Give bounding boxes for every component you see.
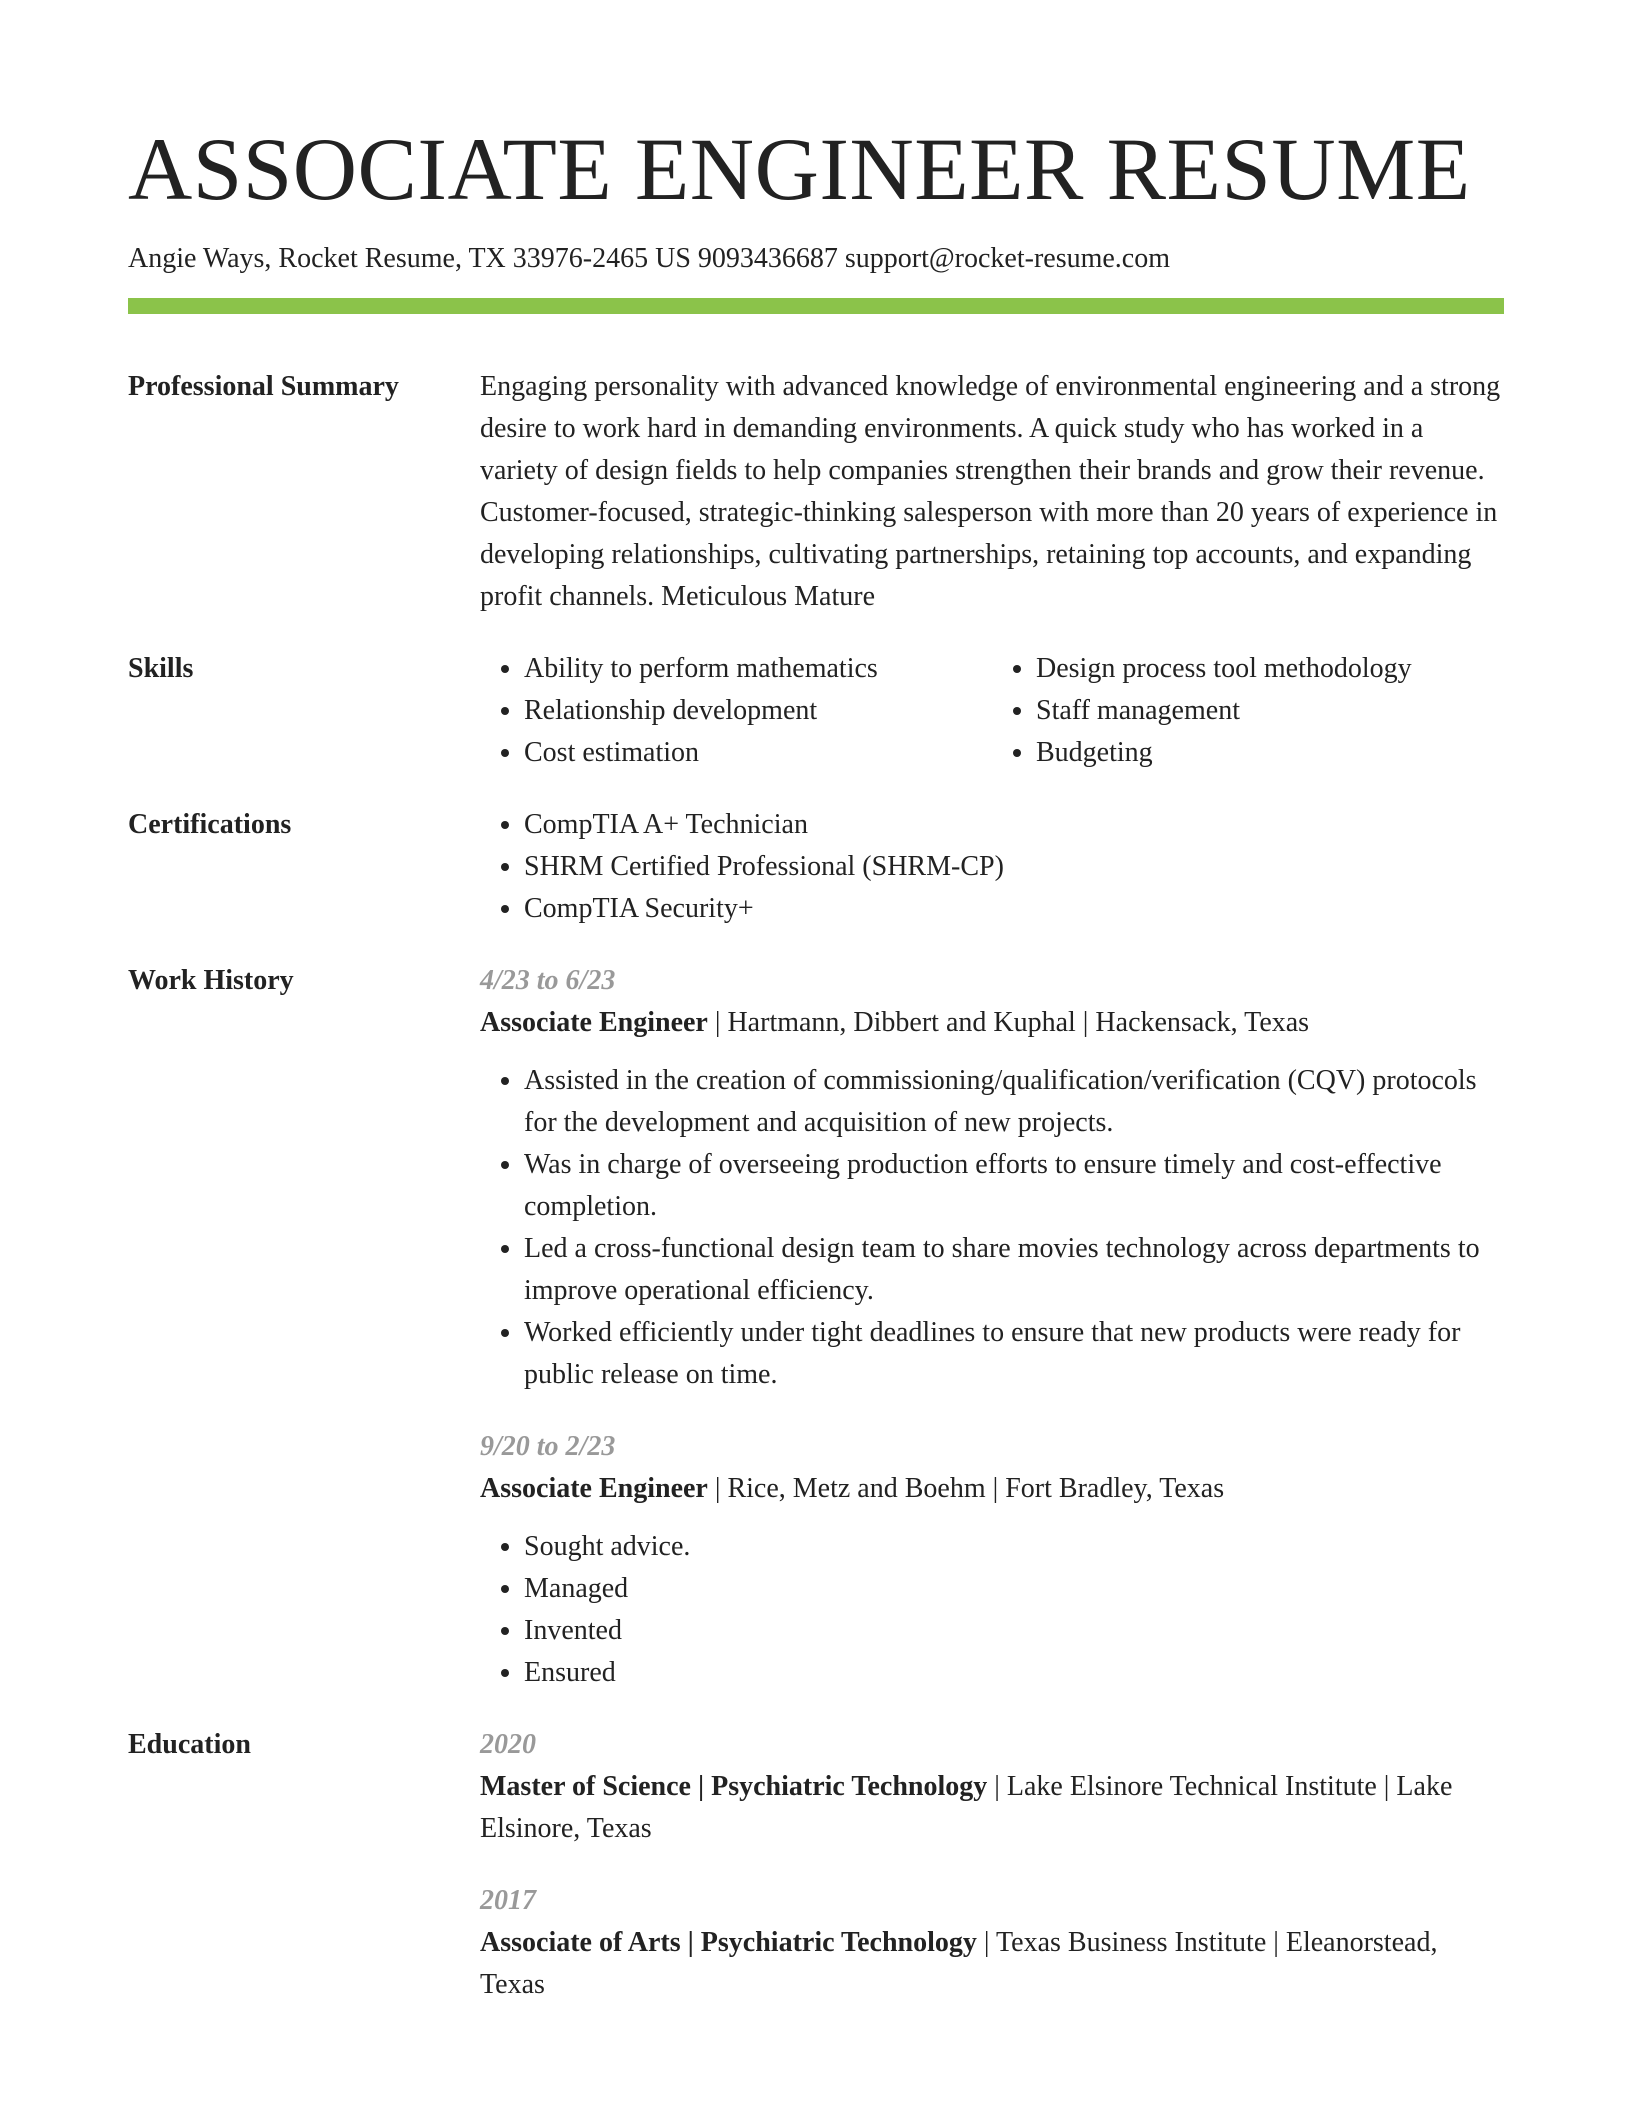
job-bullet: • Managed xyxy=(524,1568,1504,1610)
job-bullet: • Led a cross-functional design team to share movies technology across departments to improve operational efficiency. xyxy=(524,1228,1504,1312)
education-year: 2017 xyxy=(480,1885,536,1916)
job-dates: 9/20 to 2/23 xyxy=(480,1431,616,1462)
skills-section xyxy=(128,648,1504,774)
job-details: | Hartmann, Dibbert and Kuphal | Hackensack, Texas xyxy=(707,1007,1310,1038)
skills-columns xyxy=(480,648,1504,774)
education-details: | Lake Elsinore Technical Institute | Lake Elsinore, Texas xyxy=(480,1771,1453,1844)
job-title: Associate Engineer xyxy=(480,1473,708,1504)
job-title: Associate Engineer xyxy=(480,1007,708,1038)
job-details: | Rice, Metz and Boehm | Fort Bradley, Texas xyxy=(707,1473,1225,1504)
education-details: | Texas Business Institute | Eleanorstead, Texas xyxy=(480,1927,1438,2000)
resume-title: ASSOCIATE ENGINEER RESUME xyxy=(128,121,1471,219)
section-label-skills: Skills xyxy=(128,653,194,684)
skill-item: • Design process tool methodology xyxy=(1036,648,1504,690)
job-bullet: • Was in charge of overseeing production efforts to ensure timely and cost-effective completion. xyxy=(524,1144,1504,1228)
job-dates: 4/23 to 6/23 xyxy=(480,965,616,996)
education-body xyxy=(480,1724,1504,2006)
education-entry xyxy=(480,1880,1504,2006)
certification-item: • CompTIA Security+ xyxy=(524,888,1504,930)
certifications-section xyxy=(128,804,1504,930)
job-bullet: • Worked efficiently under tight deadlines to ensure that new products were ready for public release on time. xyxy=(524,1312,1504,1396)
job-bullet: • Assisted in the creation of commissioning/qualification/verification (CQV) protocols for the development and acquisition of new projects. xyxy=(524,1060,1504,1144)
skill-item: • Budgeting xyxy=(1036,732,1504,774)
skill-item: • Staff management xyxy=(1036,690,1504,732)
summary-section xyxy=(128,366,1504,618)
job-heading xyxy=(480,1002,1504,1044)
job-bullet: • Invented xyxy=(524,1610,1504,1652)
skill-item: • Cost estimation xyxy=(524,732,992,774)
education-degree: Associate of Arts | Psychiatric Technology xyxy=(480,1927,977,1958)
job-heading xyxy=(480,1468,1504,1510)
education-section xyxy=(128,1724,1504,2006)
certification-item: • SHRM Certified Professional (SHRM-CP) xyxy=(524,846,1504,888)
section-label-work-history: Work History xyxy=(128,965,294,996)
job-bullet: • Ensured xyxy=(524,1652,1504,1694)
certifications-body xyxy=(480,804,1504,930)
job-bullet: • Sought advice. xyxy=(524,1526,1504,1568)
summary-text: Engaging personality with advanced knowledge of environmental engineering and a strong desire to work hard in demanding environments. A quick study who has worked in a variety of design fields to help companies strengthen their brands and grow their revenue. Customer-focused, strategic-thinking salesperson with more than 20 years of experience in developing relationships, cultivating partnerships, retaining top accounts, and expanding profit channels. Meticulous Mature xyxy=(480,371,1501,612)
work-history-section xyxy=(128,960,1504,1694)
accent-divider xyxy=(128,298,1504,314)
skills-list-left xyxy=(480,648,992,774)
skill-item: • Ability to perform mathematics xyxy=(524,648,992,690)
education-degree: Master of Science | Psychiatric Technology xyxy=(480,1771,988,1802)
job-bullets xyxy=(480,1060,1504,1396)
skill-item: • Relationship development xyxy=(524,690,992,732)
job-entry xyxy=(480,960,1504,1396)
education-heading xyxy=(480,1922,1504,2006)
certification-item: • CompTIA A+ Technician xyxy=(524,804,1504,846)
contact-line: Angie Ways, Rocket Resume, TX 33976-2465 US 9093436687 support@rocket-resume.com xyxy=(128,243,1171,274)
job-bullets xyxy=(480,1526,1504,1694)
section-label-education: Education xyxy=(128,1729,251,1760)
certifications-list xyxy=(480,804,1504,930)
education-year: 2020 xyxy=(480,1729,536,1760)
section-label-certifications: Certifications xyxy=(128,809,292,840)
education-heading xyxy=(480,1766,1504,1850)
education-entry xyxy=(480,1724,1504,1850)
job-entry xyxy=(480,1426,1504,1694)
section-label-summary: Professional Summary xyxy=(128,371,399,402)
skills-list-right xyxy=(992,648,1504,774)
work-history-body xyxy=(480,960,1504,1694)
